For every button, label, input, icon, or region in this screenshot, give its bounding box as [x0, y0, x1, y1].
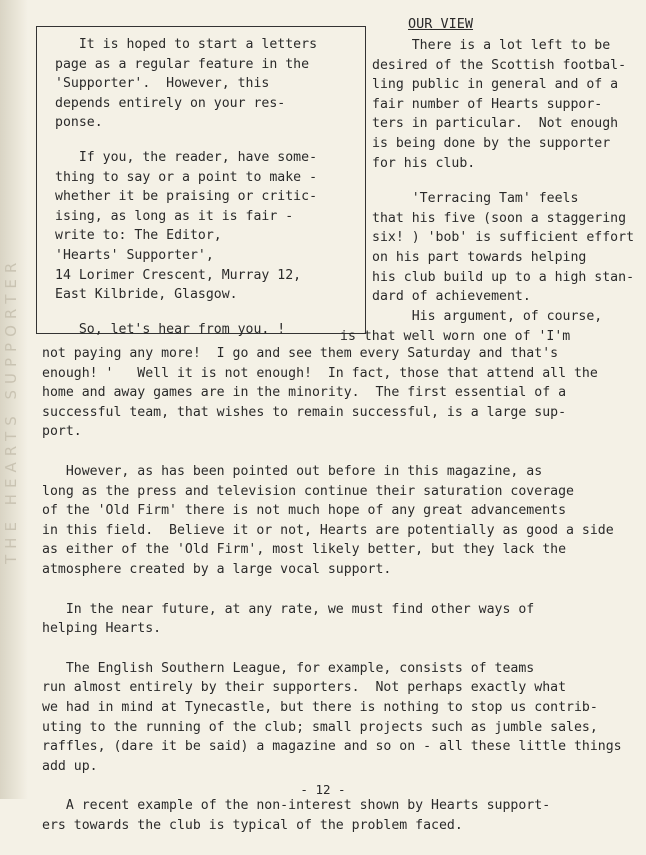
- editorial-title: OUR VIEW: [408, 16, 474, 32]
- body-paragraph: A recent example of the non-interest shown by Hearts support- ers towards the club is typical of the problem faced.: [42, 798, 551, 833]
- body-paragraph: In the near future, at any rate, we must find other ways of helping Hearts.: [42, 601, 535, 637]
- editorial-paragraph: There is a lot left to be desired of the Scottish footbal- ling public in general and of a fair number of Hearts suppor- ters in particular. Not enough is being done by the supporter for his club.: [372, 38, 627, 171]
- notice-paragraph: If you, the reader, have some- thing to say or a point to make - whether it be praising or critic- ising, as long as it is fair - write to: The Editor, 'Hearts' Supporter', 14 Lorimer Crescent, Murray 12, East Kilbride, Glasgow.: [55, 149, 318, 303]
- page-spine: [0, 0, 28, 799]
- body-paragraph: However, as has been pointed out before in this magazine, as long as the press and television continue their saturation coverage of the 'Old Firm' there is not much hope of any great advancements in this field. Believe it or not, Hearts are potentially as good a side as either of the 'Old Firm', most likely better, but they lack the atmosphere created by a large vocal support.: [42, 463, 614, 577]
- editorial-column: [372, 14, 644, 342]
- body-paragraph: not paying any more! I go and see them every Saturday and that's enough! ' Well it is not enough! In fact, those that attend all the home and away games are in the minority. The first essential of a successful team, that wishes to remain successful, is a large sup- port.: [42, 346, 598, 440]
- editorial-body: [42, 344, 640, 855]
- editorial-paragraph: 'Terracing Tam' feels that his five (soon a staggering six! ) 'bob' is sufficient effort on his part towards helping his club build up to a high stan- dard of achievement. His argument, of course,: [372, 191, 635, 324]
- letters-notice-box: [36, 26, 366, 337]
- editorial-continuation-line: is that well worn one of 'I'm: [340, 329, 571, 344]
- spine-title: THE HEARTS SUPPORTER: [2, 256, 20, 564]
- page-number: - 12 -: [300, 782, 346, 797]
- notice-paragraph: It is hoped to start a letters page as a regular feature in the 'Supporter'. However, this depends entirely on your res- ponse.: [55, 37, 318, 131]
- body-paragraph: The English Southern League, for example, consists of teams run almost entirely by their supporters. Not perhaps exactly what we had in mind at Tynecastle, but there is nothing to stop us contrib- uting to the running of the club; small projects such as jumble sales, raffles, (dare it be said) a magazine and so on - all these little things add up.: [42, 660, 622, 774]
- notice-paragraph: So, let's hear from you. !: [55, 321, 286, 337]
